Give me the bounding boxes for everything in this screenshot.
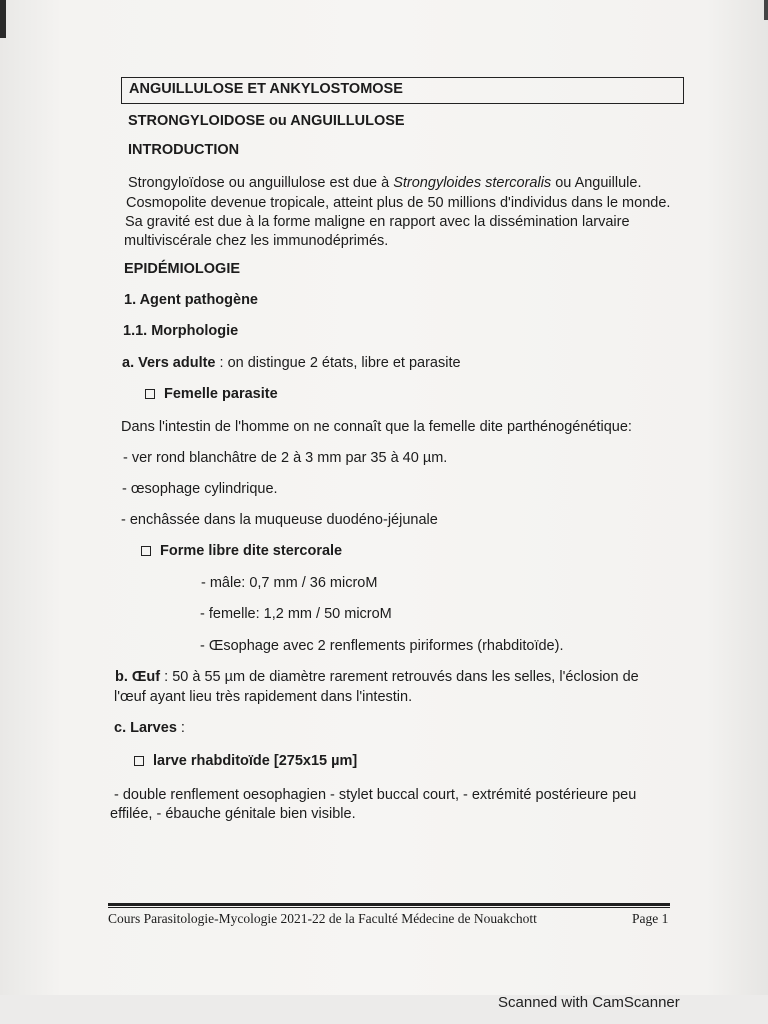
footer-course: Cours Parasitologie-Mycologie 2021-22 de la Faculté Médecine de Nouakchott: [108, 911, 537, 926]
female-item: - œsophage cylindrique.: [122, 481, 278, 497]
agent-heading: 1. Agent pathogène: [124, 292, 258, 308]
larva-line-2: effilée, - ébauche génitale bien visible.: [110, 806, 356, 822]
larva-rhabditoid-label: larve rhabditoïde [275x15 µm]: [153, 753, 358, 769]
section-heading: STRONGYLOIDOSE ou ANGUILLULOSE: [128, 113, 405, 129]
female-parasite-heading: [145, 385, 278, 403]
footer-page-number: Page 1: [632, 911, 669, 926]
free-form-heading: [141, 542, 342, 560]
adult-worms-text: : on distingue 2 états, libre et parasite: [215, 355, 461, 371]
female-parasite-label: Femelle parasite: [164, 386, 278, 402]
title-box: [121, 77, 684, 104]
female-item: - ver rond blanchâtre de 2 à 3 mm par 35 à 40 µm.: [123, 450, 448, 466]
intro-line-4: multiviscérale chez les immunodéprimés.: [124, 233, 389, 249]
egg-line-2: l'œuf ayant lieu très rapidement dans l'intestin.: [114, 689, 413, 705]
checkbox-icon: [134, 756, 144, 766]
camscanner-watermark: Scanned with CamScanner: [498, 994, 680, 1011]
female-intro: Dans l'intestin de l'homme on ne connaît que la femelle dite parthénogénétique:: [121, 419, 632, 435]
intro-text-end: ou Anguillule.: [551, 175, 642, 191]
intro-line-3: Sa gravité est due à la forme maligne en rapport avec la dissémination larvaire: [125, 214, 630, 230]
egg-text: : 50 à 55 µm de diamètre rarement retrouvés dans les selles, l'éclosion de: [160, 669, 639, 685]
free-form-item: - Œsophage avec 2 renflements piriformes (rhabditoïde).: [200, 638, 564, 654]
scan-edge-mark-right: [764, 0, 768, 20]
egg-label: b. Œuf: [115, 669, 161, 685]
footer-rule-thin: [108, 907, 670, 908]
free-form-label: Forme libre dite stercorale: [160, 543, 343, 559]
checkbox-icon: [145, 389, 155, 399]
intro-line-1: [128, 174, 641, 192]
larvae-heading: [114, 719, 185, 737]
intro-text: Strongyloïdose ou anguillulose est due à: [128, 175, 394, 191]
epidemiology-heading: EPIDÉMIOLOGIE: [124, 261, 241, 277]
adult-worms-line: [122, 354, 461, 372]
adult-worms-label: a. Vers adulte: [122, 355, 216, 371]
larvae-label: c. Larves: [114, 720, 177, 736]
scan-edge-mark: [0, 0, 6, 38]
larva-rhabditoid-heading: [134, 752, 357, 770]
footer-rule: [108, 903, 670, 906]
page-title: ANGUILLULOSE ET ANKYLOSTOMOSE: [129, 81, 403, 97]
intro-heading: INTRODUCTION: [128, 142, 240, 158]
female-item: - enchâssée dans la muqueuse duodéno-jéjunale: [121, 512, 438, 528]
free-form-item: - femelle: 1,2 mm / 50 microM: [200, 606, 392, 622]
free-form-item: - mâle: 0,7 mm / 36 microM: [201, 575, 378, 591]
intro-line-2: Cosmopolite devenue tropicale, atteint plus de 50 millions d'individus dans le monde.: [126, 195, 671, 211]
checkbox-icon: [141, 546, 151, 556]
larva-line-1: - double renflement oesophagien - stylet buccal court, - extrémité postérieure peu: [114, 787, 637, 803]
egg-line-1: [115, 668, 639, 686]
species-name: Strongyloides stercoralis: [393, 175, 552, 191]
morphology-heading: 1.1. Morphologie: [123, 323, 239, 339]
larvae-colon: :: [176, 720, 185, 736]
